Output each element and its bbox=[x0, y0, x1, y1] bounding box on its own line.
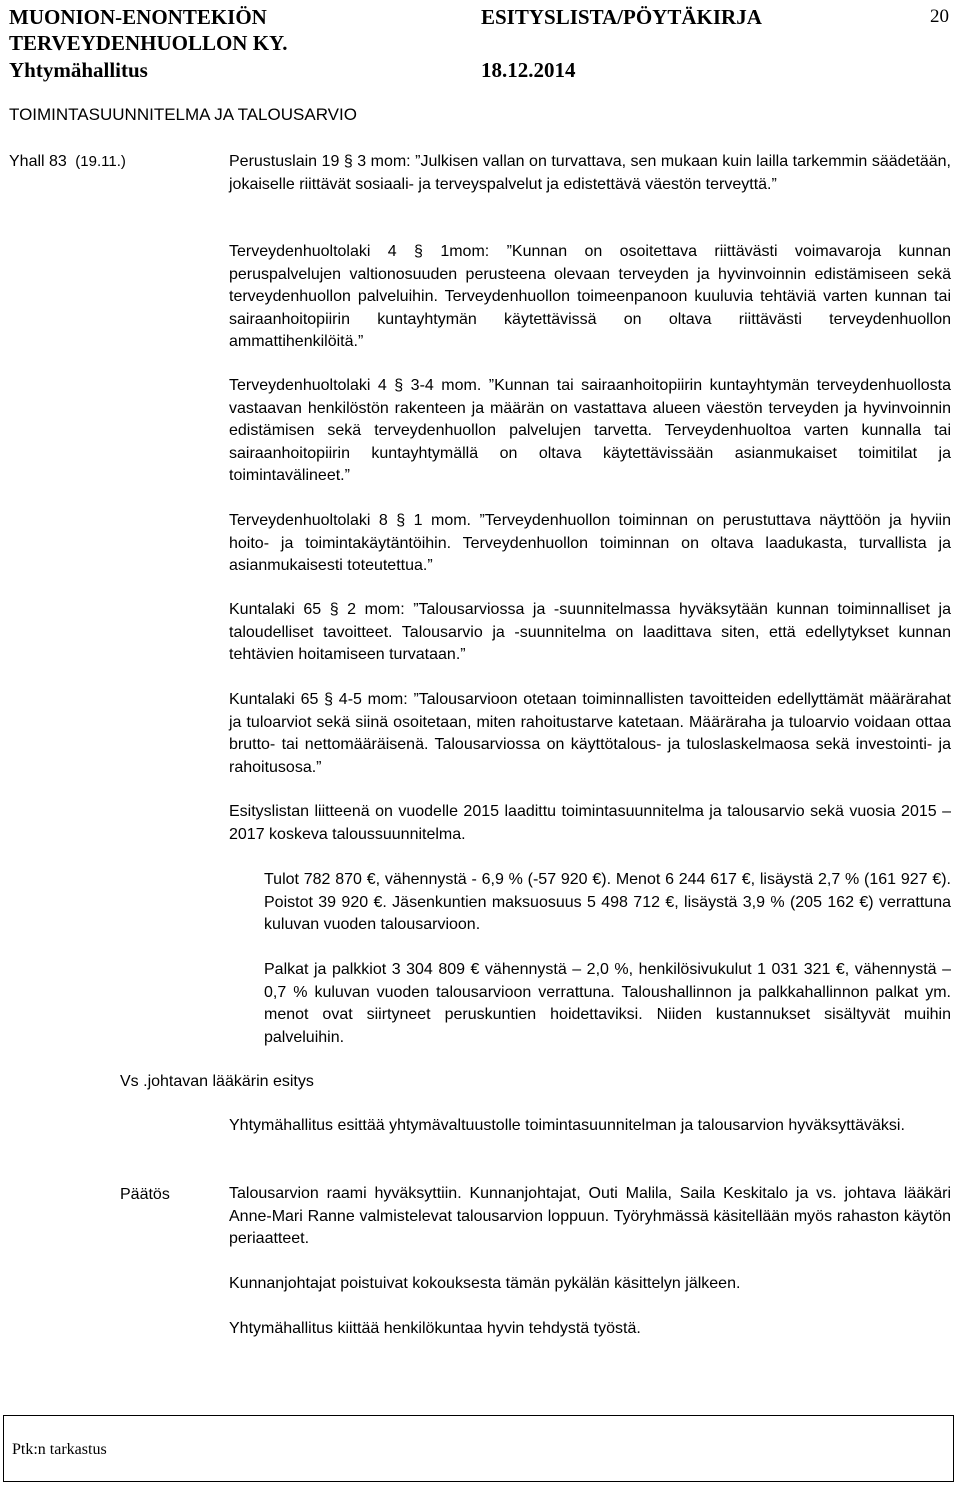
decision-label: Päätös bbox=[120, 1186, 170, 1203]
page-number: 20 bbox=[930, 6, 949, 27]
inset-paragraph-1: Tulot 782 870 €, vähennystä - 6,9 % (-57 920 €). Menot 6 244 617 €, lisäystä 2,7 % (161 927 €). Poistot 39 920 €. Jäsenkuntien maksuosuus 5 498 712 €, lisäystä 3,9 % (205 162 €) verrattuna kuluvan vuoden talousarvioon. bbox=[264, 871, 951, 933]
inset-paragraph-2: Palkat ja palkkiot 3 304 809 € vähennystä – 2,0 %, henkilösivukulut 1 031 321 €, vähennystä – 0,7 % kuluvan vuoden talousarvioon verrattuna. Taloushallinnon ja palkkahallinnon palkat ym. menot ovat siirtyneet peruskuntien hoidettaviksi. Niiden kustannukset sisältyvät muihin palveluihin. bbox=[264, 961, 951, 1046]
decision-paragraph-1: Talousarvion raami hyväksyttiin. Kunnanjohtajat, Outi Malila, Saila Keskitalo ja vs. johtava lääkäri Anne-Mari Ranne valmistelevat talousarvion loppuun. Työryhmässä käsitellään myös rahaston käytön periaatteet. bbox=[229, 1185, 951, 1247]
paragraph-7: Esityslistan liitteenä on vuodelle 2015 laadittu toimintasuunnitelma ja talousarvio sekä vuosia 2015 – 2017 koskeva taloussuunnitelma. bbox=[229, 803, 951, 843]
org-name-line1: MUONION-ENONTEKIÖN bbox=[9, 5, 267, 29]
section-title: TOIMINTASUUNNITELMA JA TALOUSARVIO bbox=[9, 105, 357, 124]
paragraph-3: Terveydenhuoltolaki 4 § 3-4 mom. ”Kunnan tai sairaanhoitopiirin kuntayhtymän terveydenhuollosta vastaavan henkilöstön rakenteen ja määrän on vastattava alueen väestön terveyden ja hyvinvoinnin edistämisen sekä terveydenhuollon palvelujen tarvetta. Terveydenhuoltoa varten kunnalla tai sairaanhoitopiirin kuntayhtymällä on oltava käytettävissään asianmukaiset toimitilat ja toimintavälineet.” bbox=[229, 377, 951, 484]
item-number-text: Yhall 83 bbox=[9, 153, 67, 170]
proposal-label: Vs .johtavan lääkärin esitys bbox=[120, 1073, 314, 1090]
paragraph-2: Terveydenhuoltolaki 4 § 1mom: ”Kunnan on osoitettava riittävästi voimavaroja kunnan peruspalvelujen valtionosuuden perusteena olevaan terveyden ja hyvinvoinnin edistämiseen sekä terveydenhuollon palveluihin. Terveydenhuollon toimeenpanoon kuuluvia tehtäviä varten kunnan tai sairaanhoitopiirin kuntayhtymän käytettävissä on oltava riittävästi terveydenhuollon ammattihenkilöitä.” bbox=[229, 243, 951, 350]
document-type: ESITYSLISTA/PÖYTÄKIRJA bbox=[481, 5, 762, 29]
review-label: Ptk:n tarkastus bbox=[12, 1441, 107, 1458]
decision-paragraph-2: Kunnanjohtajat poistuivat kokouksesta tämän pykälän käsittelyn jälkeen. bbox=[229, 1275, 741, 1292]
paragraph-1: Perustuslain 19 § 3 mom: ”Julkisen vallan on turvattava, sen mukaan kuin lailla tarkemmin säädetään, jokaiselle riittävät sosiaali- ja terveyspalvelut ja edistettävä väestön terveyttä.” bbox=[229, 153, 951, 193]
decision-paragraph-3: Yhtymähallitus kiittää henkilökuntaa hyvin tehdystä työstä. bbox=[229, 1320, 641, 1337]
org-name-line2: TERVEYDENHUOLLON KY. bbox=[9, 31, 288, 55]
paragraph-5: Kuntalaki 65 § 2 mom: ”Talousarviossa ja -suunnitelmassa hyväksytään kunnan toiminnalliset ja taloudelliset tavoitteet. Talousarvio ja -suunnitelma on laadittava siten, että edellytykset kunnan tehtävien hoitamiseen turvataan.” bbox=[229, 601, 951, 663]
paragraph-4: Terveydenhuoltolaki 8 § 1 mom. ”Terveydenhuollon toiminnan on perustuttava näyttöön ja hyviin hoito- ja toimintakäytäntöihin. Terveydenhuollon toiminnan on oltava laadukasta, turvallista ja asianmukaisesti toteutettua.” bbox=[229, 512, 951, 574]
review-footer-box bbox=[3, 1415, 954, 1482]
body-name: Yhtymähallitus bbox=[9, 58, 148, 82]
proposal-text: Yhtymähallitus esittää yhtymävaltuustolle toimintasuunnitelman ja talousarvion hyväksyttäväksi. bbox=[229, 1117, 905, 1134]
item-date: (19.11.) bbox=[75, 153, 126, 170]
item-number bbox=[9, 150, 126, 173]
paragraph-6: Kuntalaki 65 § 4-5 mom: ”Talousarvioon otetaan toiminnallisten tavoitteiden edellyttämät määrärahat ja tuloarviot sekä siinä osoitetaan, miten rahoitustarve katetaan. Määräraha ja tuloarvio voidaan ottaa brutto- tai nettomääräisenä. Talousarviossa on käyttötalous- ja tuloslaskelmaosa sekä investointi- ja rahoitusosa.” bbox=[229, 691, 951, 776]
document-date: 18.12.2014 bbox=[481, 58, 576, 82]
